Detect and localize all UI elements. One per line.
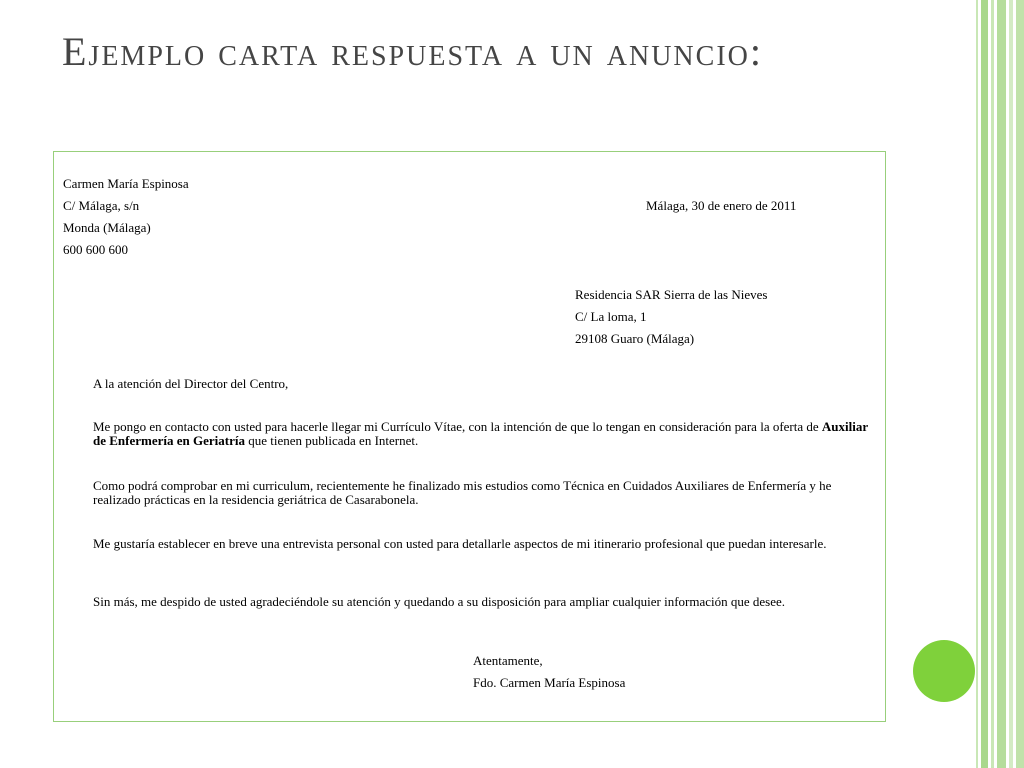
- recipient-city: 29108 Guaro (Málaga): [575, 331, 695, 346]
- sender-name: Carmen María Espinosa: [63, 176, 189, 191]
- paragraph-1-end: que tienen publicada en Internet.: [244, 433, 419, 448]
- slide-title: Ejemplo carta respuesta a un anuncio:: [62, 29, 763, 74]
- paragraph-2: Como podrá comprobar en mi curriculum, recientemente he finalizado mis estudios como Técnica en Cuidados Auxiliares de Enfermería y he realizado prácticas en la residencia geriátrica de Casarabonela.: [93, 478, 832, 507]
- border-stripe-3: [991, 0, 994, 768]
- paragraph-4: Sin más, me despido de usted agradeciéndole su atención y quedando a su disposición para ampliar cualquier información que desee.: [93, 594, 786, 609]
- decorative-circle: [913, 640, 975, 702]
- border-stripe-2: [981, 0, 988, 768]
- sender-street: C/ Málaga, s/n: [63, 198, 140, 213]
- recipient-name: Residencia SAR Sierra de las Nieves: [575, 287, 768, 302]
- signature: Fdo. Carmen María Espinosa: [473, 675, 626, 690]
- letter-date: Málaga, 30 de enero de 2011: [646, 198, 797, 213]
- salutation: A la atención del Director del Centro,: [93, 376, 289, 391]
- sender-phone: 600 600 600: [63, 242, 128, 257]
- border-stripe-5: [1009, 0, 1013, 768]
- job-title-emphasis: Auxiliar de Enfermería en Geriatría: [93, 419, 868, 448]
- recipient-street: C/ La loma, 1: [575, 309, 647, 324]
- paragraph-3: Me gustaría establecer en breve una entrevista personal con usted para detallarle aspectos de mi itinerario profesional que puedan interesarle.: [93, 536, 827, 551]
- border-stripe-4: [997, 0, 1006, 768]
- border-stripe-1: [976, 0, 978, 768]
- paragraph-1-start: Me pongo en contacto con usted para hacerle llegar mi Currículo Vítae, con la intención de que lo tengan en consideración para la oferta de: [93, 419, 822, 434]
- border-stripe-6: [1016, 0, 1024, 768]
- closing: Atentamente,: [473, 653, 543, 668]
- sender-city: Monda (Málaga): [63, 220, 151, 235]
- paragraph-1: [93, 420, 878, 448]
